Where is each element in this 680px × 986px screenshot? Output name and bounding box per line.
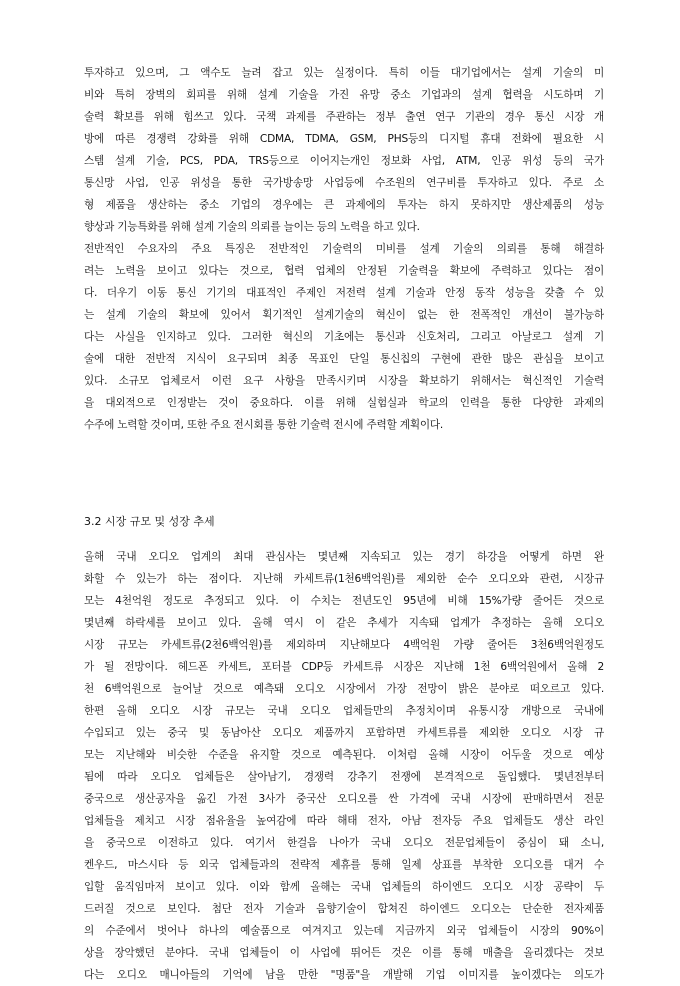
text-line: 을 중국으로 이전하고 있다. 여기서 한걸음 나아가 국내 오디오 전문업체들이 중심이 돼 소니, (84, 837, 604, 849)
text-line: 켄우드, 마스시타 등 외국 업체들과의 전략적 제휴를 통해 일제 상표를 부착한 오디오를 대거 수 (84, 859, 604, 871)
text-line: 스템 설계 기술, PCS, PDA, TRS등으로 이어지는개인 정보화 사업, ATM, 인공 위성 등의 국가 (84, 155, 604, 167)
text-line: 술에 대한 전반적 지식이 요구되며 최종 목표인 단일 통신칩의 구현에 관한 많은 관심을 보이고 (84, 353, 604, 365)
text-line: 있다. 소규모 업체로서 이런 요구 사항을 만족시키며 시장을 확보하기 위해서는 혁신적인 기술력 (84, 375, 604, 387)
paragraph-3 (84, 546, 604, 986)
text-line: 다는 사실을 인지하고 있다. 그러한 혁신의 기초에는 통신과 신호처리, 그리고 아날로그 설계 기 (84, 331, 604, 343)
text-line: 모는 지난해와 비슷한 수준을 유지할 것으로 예측된다. 이처럼 올해 시장이 어두울 것으로 예상 (84, 749, 604, 761)
section-heading: 3.2 시장 규모 및 성장 추세 (84, 515, 215, 528)
text-line: 가 될 전망이다. 헤드폰 카세트, 포터블 CDP등 카세트류 시장은 지난해 1천 6백억원에서 올해 2 (84, 661, 604, 673)
text-line: 통신망 사업, 인공 위성을 통한 국가방송망 사업등에 수조원의 연구비를 투자하고 있다. 주로 소 (84, 177, 604, 189)
paragraph-1 (84, 62, 604, 238)
text-line: 천 6백억원으로 늘어날 것으로 예측돼 오디오 시장에서 가장 전망이 밝은 분야로 떠오르고 있다. (84, 683, 604, 695)
text-line: 향상과 기능특화를 위해 설계 기술의 의뢰를 늘이는 등의 노력을 하고 있다. (84, 221, 420, 233)
text-line: 술력 확보를 위해 힘쓰고 있다. 국책 과제를 주관하는 정부 출연 연구 기관의 경우 통신 시장 개 (84, 111, 604, 123)
text-line: 전반적인 수요자의 주요 특징은 전반적인 기술력의 미비를 설계 기술의 의뢰를 통해 해결하 (84, 243, 604, 255)
text-line: 입할 움직임마저 보이고 있다. 이와 함께 올해는 국내 업체들의 하이엔드 오디오 시장 공략이 두 (84, 881, 604, 893)
text-line: 다는 오디오 매니아들의 기억에 남을 만한 "명품"을 개발해 기업 이미지를 높이겠다는 의도가 (84, 969, 604, 981)
text-line: 됨에 따라 오디오 업체들은 살아남기, 경쟁력 강추기 전쟁에 본격적으로 돌입했다. 몇년전부터 (84, 771, 604, 783)
text-line: 시장 규모는 카세트류(2천6백억원)를 제외하며 지난해보다 4백억원 가량 줄어든 3천6백억원정도 (84, 639, 604, 651)
text-line: 는 설계 기술의 확보에 있어서 획기적인 설계기술의 혁신이 없는 한 전폭적인 개선이 불가능하 (84, 309, 604, 321)
text-line: 몇년째 하락세를 보이고 있다. 올해 역시 이 같은 추세가 지속돼 업계가 추정하는 올해 오디오 (84, 617, 604, 629)
text-line: 업체들을 제치고 시장 점유율을 높여감에 따라 해태 전자, 아남 전자등 주요 업체들도 생산 라인 (84, 815, 604, 827)
text-line: 수주에 노력할 것이며, 또한 주요 전시회를 통한 기술력 전시에 주력할 계획이다. (84, 419, 444, 431)
text-line: 을 대외적으로 인정받는 것이 중요하다. 이를 위해 실험실과 학교의 인력을 통한 다양한 과제의 (84, 397, 604, 409)
text-line: 수입되고 있는 중국 및 동남아산 오디오 제품까지 포함하면 카세트류를 제외한 오디오 시장 규 (84, 727, 604, 739)
text-line: 모는 4천억원 정도로 추정되고 있다. 이 수치는 전년도인 95년에 비해 15%가량 줄어든 것으로 (84, 595, 604, 607)
text-line: 화할 수 있는가 하는 점이다. 지난해 카세트류(1천6백억원)를 제외한 순수 오디오와 관련, 시장규 (84, 573, 604, 585)
text-line: 려는 노력을 보이고 있다는 것으로, 협력 업체의 안정된 기술력을 확보에 주력하고 있다는 점이 (84, 265, 604, 277)
text-line: 방에 따른 경쟁력 강화를 위해 CDMA, TDMA, GSM, PHS등의 디지털 휴대 전화에 필요한 시 (84, 133, 604, 145)
text-line: 형 제품을 생산하는 중소 기업의 경우에는 큰 과제에의 투자는 하지 못하지만 생산제품의 성능 (84, 199, 604, 211)
text-line: 드러질 것으로 보인다. 첨단 전자 기술과 음향기술이 합쳐진 하이엔드 오디오는 단순한 전자제품 (84, 903, 604, 915)
text-line: 다. 더우기 이동 통신 기기의 대표적인 주제인 저전력 설계 기술과 안정 동작 성능을 갖출 수 있 (84, 287, 604, 299)
text-line: 비와 특허 장벽의 회피를 위해 설계 기술을 가진 유망 중소 기업과의 설계 협력을 시도하며 기 (84, 89, 604, 101)
text-line: 의 수준에서 벗어나 하나의 예술품으로 여겨지고 있는데 지금까지 외국 업체들이 시장의 90%이 (84, 925, 604, 937)
text-line: 올해 국내 오디오 업계의 최대 관심사는 몇년째 지속되고 있는 경기 하강을 어떻게 하면 완 (84, 551, 604, 563)
paragraph-2 (84, 238, 604, 436)
text-line: 한편 올해 오디오 시장 규모는 국내 오디오 업체들만의 추정치이며 유통시장 개방으로 국내에 (84, 705, 604, 717)
text-line: 중국으로 생산공자을 옮긴 가전 3사가 중국산 오디오를 싼 가격에 국내 시장에 판매하면서 전문 (84, 793, 604, 805)
text-line: 투자하고 있으며, 그 액수도 늘려 잡고 있는 실정이다. 특히 이들 대기업에서는 설계 기술의 미 (84, 67, 604, 79)
text-line: 상을 장악했던 분야다. 국내 업체들이 이 사업에 뛰어든 것은 이를 통해 매출을 올리겠다는 것보 (84, 947, 604, 959)
